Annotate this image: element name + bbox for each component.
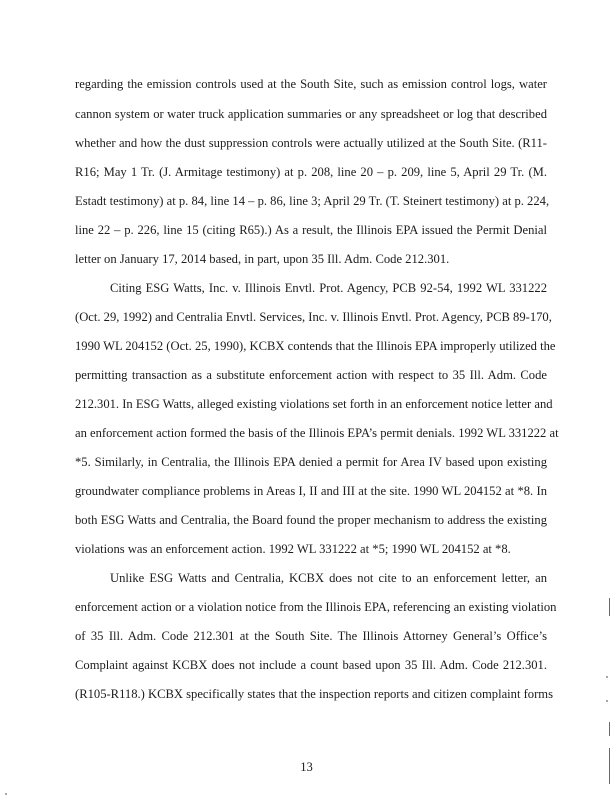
paragraph-1-line-4: R16; May 1 Tr. (J. Armitage testimony) at p. 208, line 20 – p. 209, line 5, April 29 Tr. (M. bbox=[75, 165, 547, 179]
page-number: 13 bbox=[300, 760, 313, 774]
paragraph-3-line-3: of 35 Ill. Adm. Code 212.301 at the South Site. The Illinois Attorney General’s Office’s bbox=[75, 629, 547, 643]
paragraph-1-line-6: line 22 – p. 226, line 15 (citing R65).) As a result, the Illinois EPA issued the Permit Denial bbox=[75, 223, 547, 237]
paragraph-2-line-7: *5. Similarly, in Centralia, the Illinois EPA denied a permit for Area IV based upon existing bbox=[75, 455, 547, 469]
scan-artifact-mark bbox=[609, 748, 610, 784]
scan-artifact-mark bbox=[609, 722, 610, 736]
paragraph-1-line-3: whether and how the dust suppression controls were actually utilized at the South Site. (R11- bbox=[75, 136, 547, 150]
paragraph-2-line-3: 1990 WL 204152 (Oct. 25, 1990), KCBX contends that the Illinois EPA improperly utilized the bbox=[75, 339, 556, 353]
paragraph-2-line-4: permitting transaction as a substitute enforcement action with respect to 35 Ill. Adm. Code bbox=[75, 368, 547, 382]
paragraph-2-line-5: 212.301. In ESG Watts, alleged existing violations set forth in an enforcement notice letter and bbox=[75, 397, 553, 411]
scan-artifact-speck bbox=[606, 676, 608, 678]
paragraph-3-line-2: enforcement action or a violation notice from the Illinois EPA, referencing an existing violation bbox=[75, 600, 557, 614]
paragraph-2-line-9: both ESG Watts and Centralia, the Board found the proper mechanism to address the existing bbox=[75, 513, 547, 527]
paragraph-2-line-10: violations was an enforcement action. 1992 WL 331222 at *5; 1990 WL 204152 at *8. bbox=[75, 542, 511, 556]
paragraph-2-line-6: an enforcement action formed the basis of the Illinois EPA’s permit denials. 1992 WL 331222 at bbox=[75, 426, 559, 440]
paragraph-1-line-2: cannon system or water truck application summaries or any spreadsheet or log that described bbox=[75, 107, 547, 121]
paragraph-2-line-8: groundwater compliance problems in Areas I, II and III at the site. 1990 WL 204152 at *8. In bbox=[75, 484, 547, 498]
paragraph-3-line-1: Unlike ESG Watts and Centralia, KCBX does not cite to an enforcement letter, an bbox=[110, 571, 547, 585]
paragraph-1-line-5: Estadt testimony) at p. 84, line 14 – p. 86, line 3; April 29 Tr. (T. Steinert testimony) at p. 224, bbox=[75, 194, 550, 208]
scan-artifact-speck bbox=[606, 700, 608, 702]
paragraph-3-line-5: (R105-R118.) KCBX specifically states that the inspection reports and citizen complaint forms bbox=[75, 687, 553, 701]
paragraph-2-line-1: Citing ESG Watts, Inc. v. Illinois Envtl. Prot. Agency, PCB 92-54, 1992 WL 331222 bbox=[110, 281, 547, 295]
paragraph-1-line-1: regarding the emission controls used at the South Site, such as emission control logs, water bbox=[75, 77, 547, 91]
paragraph-1-line-7: letter on January 17, 2014 based, in part, upon 35 Ill. Adm. Code 212.301. bbox=[75, 252, 450, 266]
scan-artifact-mark bbox=[609, 598, 610, 616]
paragraph-2-line-2: (Oct. 29, 1992) and Centralia Envtl. Services, Inc. v. Illinois Envtl. Prot. Agency, PCB 89-170, bbox=[75, 310, 552, 324]
paragraph-3-line-4: Complaint against KCBX does not include a count based upon 35 Ill. Adm. Code 212.301. bbox=[75, 658, 547, 672]
scan-artifact-speck bbox=[5, 793, 7, 795]
